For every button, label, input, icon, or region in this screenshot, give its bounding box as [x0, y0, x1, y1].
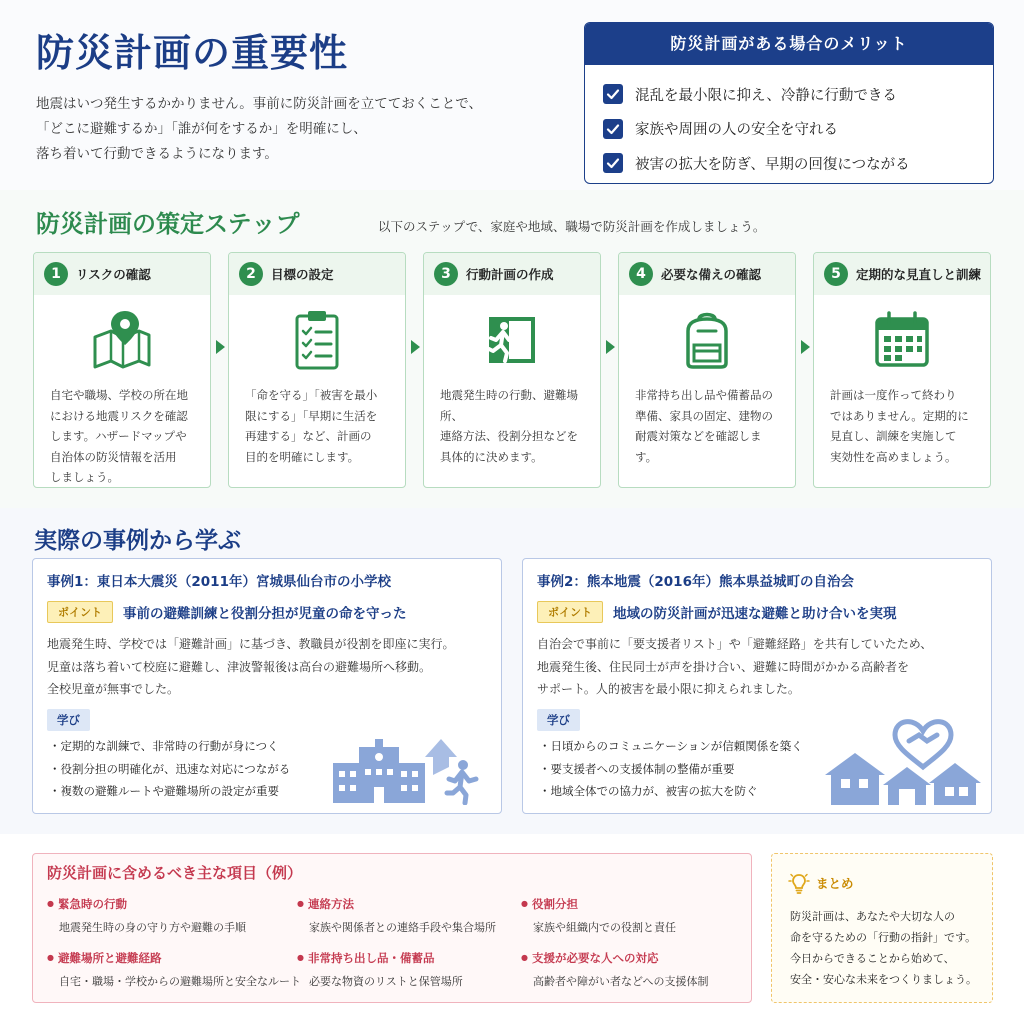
key-item-label: ● 役割分担 [521, 896, 676, 912]
merit-item-text: 混乱を最小限に抑え、冷静に行動できる [635, 87, 897, 104]
key-item [297, 950, 463, 989]
merit-box [584, 22, 994, 184]
case-card-1 [32, 558, 502, 814]
intro-line: 「どこに避難するか」「誰が何をするか」を明確にし、 [36, 121, 367, 137]
step-text-line: 見直し、訓練を実施して [830, 429, 957, 443]
key-item-label: ● 緊急時の行動 [47, 896, 246, 912]
key-item-label: ● 連絡方法 [297, 896, 496, 912]
summary-line: 今日からできることから始めて、 [790, 952, 955, 965]
learn-list [49, 735, 290, 803]
summary-header [788, 872, 854, 894]
step-text-line: 非常持ち出し品や備蓄品の [635, 388, 773, 402]
merit-item [603, 112, 993, 147]
key-items-title: 防災計画に含めるべき主な項目（例） [47, 864, 303, 882]
page-title: 防災計画の重要性 [36, 31, 349, 75]
key-item [47, 950, 301, 989]
step-description [619, 385, 795, 467]
case-description [537, 633, 977, 701]
case-desc-line: 地震発生時、学校では「避難計画」に基づき、教職員が役割を即座に実行。 [47, 637, 455, 651]
point-text: 事前の避難訓練と役割分担が児童の命を守った [123, 606, 407, 622]
step-number: 2 [239, 262, 263, 286]
key-item-desc: 地震発生時の身の守り方や避難の手順 [59, 921, 246, 934]
key-item [521, 950, 709, 989]
step-text-line: 自治体の防災情報を活用 [50, 449, 177, 464]
arrow-right-icon [216, 340, 225, 354]
arrow-right-icon [411, 340, 420, 354]
community-houses-icon [823, 709, 985, 809]
step-number: 4 [629, 262, 653, 286]
step-card-2 [228, 252, 406, 488]
summary-line: 防災計画は、あなたや大切な人の [790, 910, 955, 923]
step-label: 必要な備えの確認 [661, 267, 762, 282]
emergency-exit-icon [424, 295, 600, 385]
step-text-line: 「命を守る」「被害を最小 [245, 388, 378, 402]
case-point [537, 601, 897, 623]
point-badge: ポイント [537, 601, 603, 623]
learn-item: ・ 地域全体での協力が、被害の拡大を防ぐ [539, 780, 803, 803]
case-desc-line: 自治会で事前に「要支援者リスト」や「避難経路」を共有していたため、 [537, 637, 933, 651]
key-item [297, 896, 496, 935]
step-description [229, 385, 405, 467]
step-text-line: しましょう。 [50, 470, 119, 484]
merit-item [603, 77, 993, 112]
key-item-label: ● 支援が必要な人への対応 [521, 950, 709, 966]
case-point [47, 601, 407, 623]
step-header [34, 253, 210, 295]
step-text-line: 実効性を高めましょう。 [830, 449, 957, 464]
step-header [814, 253, 990, 295]
case-title: 事例2：熊本地震（2016年）熊本県益城町の自治会 [537, 574, 854, 590]
case-desc-line: 児童は落ち着いて校庭に避難し、津波警報後は高台の避難場所へ移動。 [47, 659, 432, 674]
learn-list [539, 735, 803, 803]
backpack-icon [619, 295, 795, 385]
key-item [47, 896, 246, 935]
summary-box [771, 853, 993, 1003]
map-pin-icon [34, 295, 210, 385]
step-text-line: 連絡方法、役割分担などを [440, 429, 578, 443]
key-item-desc: 家族や関係者との連絡手段や集合場所 [309, 921, 496, 934]
school-evacuation-icon [329, 735, 489, 805]
key-item [521, 896, 676, 935]
clipboard-checklist-icon [229, 295, 405, 385]
key-item-label: ● 避難場所と避難経路 [47, 950, 301, 966]
step-number: 1 [44, 262, 68, 286]
merit-item [603, 146, 993, 181]
intro-text [36, 92, 556, 167]
step-text-line: 再建する」など、計画の [245, 429, 372, 443]
key-item-desc: 高齢者や障がい者などへの支援体制 [533, 975, 709, 988]
step-header [229, 253, 405, 295]
step-header [619, 253, 795, 295]
intro-line: 地震はいつ発生するかかりません。事前に防災計画を立てておくことで、 [36, 96, 483, 112]
key-item-desc: 自宅・職場・学校からの避難場所と安全なルート [59, 975, 301, 988]
steps-subtitle: 以下のステップで、家庭や地域、職場で防災計画を作成しましょう。 [378, 219, 766, 234]
step-text-line: 目的を明確にします。 [245, 449, 360, 464]
case-description [47, 633, 487, 701]
point-text: 地域の防災計画が迅速な避難と助け合いを実現 [613, 606, 897, 622]
learn-item: ・ 定期的な訓練で、非常時の行動が身につく [49, 735, 290, 758]
checkbox-checked-icon [603, 119, 623, 139]
case-desc-line: サポート。人的被害を最小限に抑えられました。 [537, 682, 800, 696]
calendar-icon [814, 295, 990, 385]
learn-item: ・ 日頃からのコミュニケーションが信頼関係を築く [539, 735, 803, 758]
merit-item-text: 家族や周囲の人の安全を守れる [635, 122, 838, 139]
checkbox-checked-icon [603, 153, 623, 173]
step-text-line: します。ハザードマップや [50, 429, 187, 443]
case-title: 事例1：東日本大震災（2011年）宮城県仙台市の小学校 [47, 574, 391, 590]
summary-line: 命を守るための「行動の指針」です。 [790, 931, 977, 944]
key-items-box [32, 853, 752, 1003]
step-number: 5 [824, 262, 848, 286]
step-card-4 [618, 252, 796, 488]
step-number: 3 [434, 262, 458, 286]
step-card-3 [423, 252, 601, 488]
learn-item: ・ 要支援者への支援体制の整備が重要 [539, 758, 803, 781]
summary-title: まとめ [816, 876, 854, 891]
arrow-right-icon [606, 340, 615, 354]
merit-list [585, 65, 993, 181]
key-item-desc: 必要な物資のリストと保管場所 [309, 975, 463, 988]
lightbulb-icon [788, 872, 810, 894]
key-item-desc: 家族や組織内での役割と責任 [533, 921, 676, 934]
checkbox-checked-icon [603, 84, 623, 104]
intro-line: 落ち着いて行動できるようになります。 [36, 146, 278, 162]
learn-item: ・ 複数の避難ルートや避難場所の設定が重要 [49, 780, 290, 803]
step-text-line: 具体的に決めます。 [440, 449, 543, 464]
step-text-line: 耐震対策などを確認します。 [635, 429, 762, 464]
step-description [424, 385, 600, 467]
step-description [34, 385, 210, 488]
learn-badge: 学び [47, 709, 90, 731]
point-badge: ポイント [47, 601, 113, 623]
learn-item: ・ 役割分担の明確化が、迅速な対応につながる [49, 758, 290, 781]
step-text-line: 準備、家具の固定、建物の [635, 408, 773, 423]
summary-line: 安全・安心な未来をつくりましょう。 [790, 973, 977, 986]
step-text-line: ではありません。定期的に [830, 408, 969, 423]
step-text-line: 自宅や職場、学校の所在地 [50, 388, 188, 402]
merit-item-text: 被害の拡大を防ぎ、早期の回復につながる [635, 156, 910, 173]
step-text-line: 地震発生時の行動、避難場所、 [440, 388, 578, 423]
step-card-5 [813, 252, 991, 488]
summary-text [790, 906, 986, 990]
step-description [814, 385, 990, 467]
step-label: 目標の設定 [271, 267, 334, 282]
step-card-1 [33, 252, 211, 488]
cases-title: 実際の事例から学ぶ [34, 528, 241, 554]
step-text-line: 計画は一度作って終わり [830, 388, 957, 402]
step-label: 定期的な見直しと訓練 [856, 267, 982, 282]
step-header [424, 253, 600, 295]
key-item-label: ● 非常持ち出し品・備蓄品 [297, 950, 463, 966]
case-desc-line: 全校児童が無事でした。 [47, 682, 180, 696]
learn-badge: 学び [537, 709, 580, 731]
step-label: リスクの確認 [76, 267, 151, 282]
step-label: 行動計画の作成 [466, 267, 554, 282]
steps-title: 防災計画の策定ステップ [36, 210, 300, 238]
case-desc-line: 地震発生後、住民同士が声を掛け合い、避難に時間がかかる高齢者を [537, 659, 910, 674]
step-text-line: における地震リスクを確認 [50, 408, 188, 423]
case-card-2 [522, 558, 992, 814]
merit-title: 防災計画がある場合のメリット [585, 23, 993, 65]
arrow-right-icon [801, 340, 810, 354]
step-text-line: 限にする」「早期に生活を [245, 408, 378, 423]
